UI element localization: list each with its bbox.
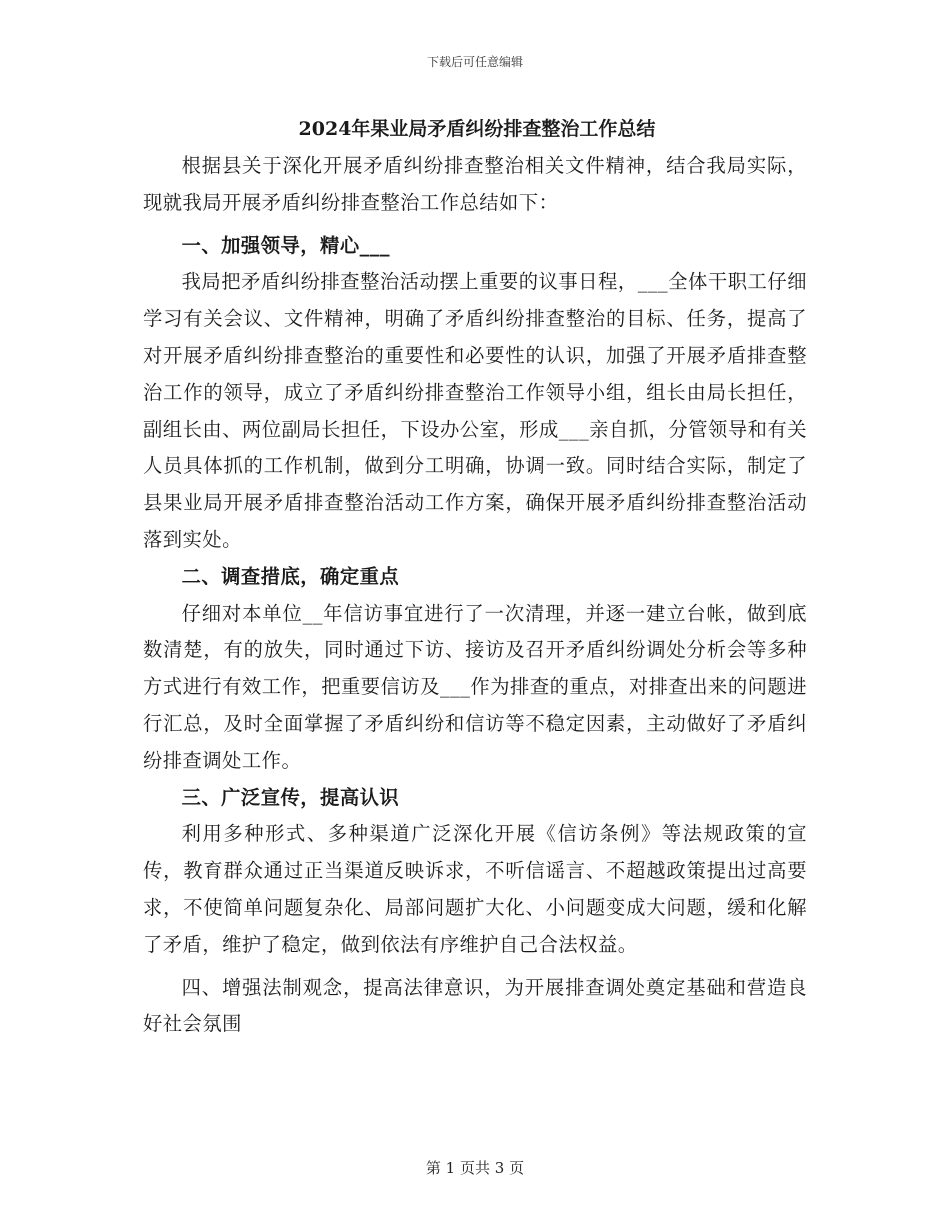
page-indicator: 第 1 页共 3 页 <box>425 1159 525 1177</box>
section-paragraph-2: 仔细对本单位__年信访事宜进行了一次清理，并逐一建立台帐，做到底数清楚，有的放失，同时通过下访、接访及召开矛盾纠纷调处分析会等多种方式进行有效工作，把重要信访及___作为排查的重点，对排查出来的问题进行汇总，及时全面掌握了矛盾纠纷和信访等不稳定因素，主动做好了矛盾纠纷排查调处工作。 <box>143 601 807 772</box>
section-heading-3: 三、广泛宣传，提高认识 <box>181 785 400 809</box>
intro-paragraph: 根据县关于深化开展矛盾纠纷排查整治相关文件精神，结合我局实际，现就我局开展矛盾纠纷排查整治工作总结如下： <box>143 154 807 214</box>
header-note: 下载后可任意编辑 <box>426 55 523 69</box>
section-paragraph-3: 利用多种形式、多种渠道广泛深化开展《信访条例》等法规政策的宣传，教育群众通过正当渠道反映诉求，不听信谣言、不超越政策提出过高要求，不使简单问题复杂化、局部问题扩大化、小问题变成大问题，缓和化解了矛盾，维护了稳定，做到依法有序维护自己合法权益。 <box>143 822 807 956</box>
section-paragraph-1: 我局把矛盾纠纷排查整治活动摆上重要的议事日程，___全体干职工仔细学习有关会议、文件精神，明确了矛盾纠纷排查整治的目标、任务，提高了对开展矛盾纠纷排查整治的重要性和必要性的认识，加强了开展矛盾排查整治工作的领导，成立了矛盾纠纷排查整治工作领导小组，组长由局长担任，副组长由、两位副局长担任，下设办公室，形成___亲自抓，分管领导和有关人员具体抓的工作机制，做到分工明确，协调一致。同时结合实际，制定了县果业局开展矛盾排查整治活动工作方案，确保开展矛盾纠纷排查整治活动落到实处。 <box>143 270 807 551</box>
section-paragraph-4: 四、增强法制观念，提高法律意识，为开展排查调处奠定基础和营造良好社会氛围 <box>143 975 807 1036</box>
document-title: 2024年果业局矛盾纠纷排查整治工作总结 <box>298 118 656 140</box>
section-heading-2: 二、调查措底，确定重点 <box>181 564 400 588</box>
section-heading-1: 一、加强领导，精心___ <box>181 233 391 257</box>
document-body <box>143 114 807 1043</box>
